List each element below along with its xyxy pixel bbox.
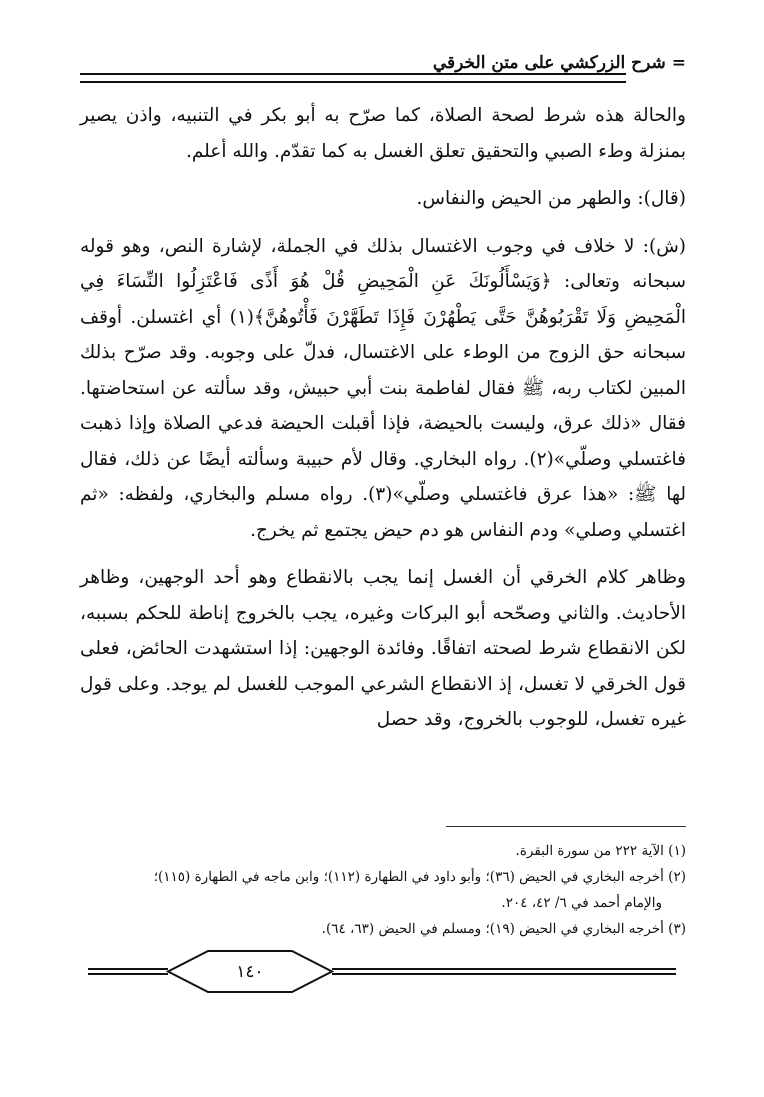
footnote-2: (٢) أخرجه البخاري في الحيض (٣٦)؛ وأبو داود في الطهارة (١١٢)؛ وابن ماجه في الطهارة (١١٥)؛	[153, 869, 686, 885]
paragraph-sharh: (ش): لا خلاف في وجوب الاغتسال بذلك في الجملة، لإشارة النص، وهو قوله سبحانه وتعالى: ﴿وَيَسْأَلُونَكَ عَنِ الْمَحِيضِ قُلْ هُوَ أَذًى فَاعْتَزِلُوا النِّسَاءَ فِي الْمَحِيضِ وَلَا تَقْرَبُوهُنَّ حَتَّى يَطْهُرْنَ فَإِذَا تَطَهَّرْنَ فَأْتُوهُنَّ﴾(١) أي اغتسلن. أوقف سبحانه حق الزوج من الوطء على الاغتسال، فدلّ على وجوبه. وقد صرّح بذلك المبين لكتاب ربه، ﷺ فقال لفاطمة بنت أبي حبيش، وقد سألته عن استحاضتها. فقال «ذلك عرق، وليست بالحيضة، فإذا أقبلت الحيضة فدعي الصلاة وإذا ذهبت فاغتسلي وصلّي»(٢). رواه البخاري. وقال لأم حبيبة وسألته أيضًا عن ذلك، فقال لها ﷺ: «هذا عرق فاغتسلي وصلّي»(٣). رواه مسلم والبخاري، ولفظه: «ثم اغتسلي وصلي» ودم النفاس هو دم حيض يجتمع ثم يخرج.	[80, 235, 686, 541]
footnote-2-continued: والإمام أحمد في ٦/ ٤٢، ٢٠٤.	[501, 895, 662, 911]
footnote-separator	[446, 826, 686, 827]
footnotes	[80, 838, 686, 942]
page-number: ١٤٠	[236, 962, 264, 982]
folio-ornament	[80, 948, 686, 998]
running-head-title: شرح الزركشي على متن الخرقي	[432, 53, 666, 73]
header-double-rule	[80, 73, 626, 83]
main-text	[80, 98, 686, 738]
footnote-3: (٣) أخرجه البخاري في الحيض (١٩)؛ ومسلم في الحيض (٦٣، ٦٤).	[321, 921, 686, 937]
paragraph-intro: والحالة هذه شرط لصحة الصلاة، كما صرّح به أبو بكر في التنبيه، واذن يصير بمنزلة وطء الصبي والتحقيق تعلق الغسل به كما تقدّم. والله أعلم.	[80, 105, 686, 162]
page-folio	[80, 948, 686, 998]
paragraph-zahir: وظاهر كلام الخرقي أن الغسل إنما يجب بالانقطاع وهو أحد الوجهين، وظاهر الأحاديث. والثاني وصحّحه أبو البركات وغيره، يجب بالخروج إناطة للحكم بسببه، لكن الانقطاع شرط لصحته اتفاقًا. وفائدة الوجهين: إذا استشهدت الحائض، فعلى قول الخرقي لا تغسل، إذ الانقطاع الشرعي الموجب للغسل لم يوجد. وعلى قول غيره تغسل، للوجوب بالخروج، وقد حصل	[80, 567, 686, 730]
running-head-mark: =	[671, 53, 686, 73]
footnote-1: (١) الآية ٢٢٢ من سورة البقرة.	[515, 843, 686, 859]
paragraph-qala: (قال): والطهر من الحيض والنفاس.	[416, 188, 686, 209]
